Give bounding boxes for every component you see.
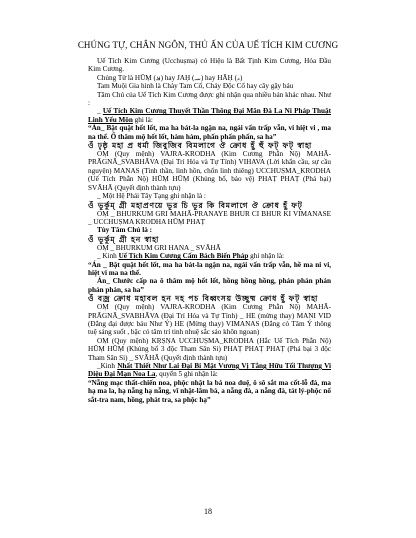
siddham-script-4: ওঁ বজ্র ক্রোধ মহাবল হন দহ পচ বিধ্বংসয় উচ্ছুষ্ম ক্রোধ হূঁ ফট্ স্বাহা bbox=[88, 294, 319, 304]
mantra-chinese-4: “Nẵng mạc thất-chiến noa, phộc nhật la bá noa duệ, ô sô sắt ma cốt-lỗ đà, ma hạ ma la, hạ nẵng hạ nẵng, vĩ nhật-lãm bà, a nẵng đà, a nẵng đà, tát lý-phộc nổ sắt-tra nam, hồng, phát tra, sa phộc hạ” bbox=[88, 378, 331, 404]
page-title: CHÚNG TỰ, CHÂN NGÔN, THỦ ẤN CỦA UẾ TÍCH KIM CƯƠNG bbox=[77, 40, 339, 50]
paragraph-source-1 bbox=[88, 107, 331, 124]
mantra-transliteration-5: OṂ (Quy mệnh) KṚṢṆA UCCHUṢMA_KRODHA (Hắc Uế Tích Phẫn Nộ) HŪṂ HŪṂ (Khủng bố 3 độc Tham Sân Si) PHAṬ PHAṬ PHAṬ (Phá bại 3 độc Tham Sân Si) _ SVĀHĀ (Quyết định thành tựu) bbox=[88, 336, 331, 362]
source-lead: _ bbox=[97, 107, 103, 116]
source-lead: _ Kinh bbox=[97, 252, 119, 261]
source-title-3: Nhất Thiết Như Lai Đại Bí Mật Vương Vị Tằng Hữu Tối Thượng Vi Diệu Đại Mạn Noa La bbox=[88, 362, 331, 379]
paragraph-tibetan: _ Một Hệ Phái Tây Tạng ghi nhận là : bbox=[97, 192, 206, 201]
source-tail: ghi là: bbox=[132, 115, 153, 124]
mantra-transliteration-1: OṂ (Quy mệnh) VAJRA-KRODHA (Kim Cương Phẫn Nộ) MAHĀ-PRĀGNĀ_SVABHĀVA (Đại Trí Hóa và Tự Tính) VIHAVA (Lời khẩn cầu, sự cầu nguyện) MANAS (Tinh thần, linh hồn, chốn linh thiêng) UCCHUṢMA_KRODHA (Uế Tích Phẫn Nộ) HŪṂ HŪṂ (Khủng bố, bảo vệ) PHAṬ PHAṬ (Phá bại) SVĀHĀ (Quyết định thành tựu) bbox=[88, 150, 331, 192]
source-title-1: Uế Tích Kim Cương Thuyết Thần Thông Đại Mãn Đà La Ni Pháp Thuật Linh Yếu Môn bbox=[88, 107, 331, 124]
page-number: 18 bbox=[204, 507, 212, 516]
mantra-transliteration-2: OṂ _ BHURKUM GRI MAHĀ-PRANAYE BHUR CI BHUR KI VIMANASE _ UCCHUṢMA KRODHA HŪṂ PHAṬ bbox=[88, 209, 331, 226]
source-tail: ghi nhận là: bbox=[248, 252, 285, 261]
siddham-script-3: ওঁ ভূর্কুম্ গ্রী হন স্বাহা bbox=[88, 234, 160, 244]
paragraph-heart-mantra: Tâm Chú của Uế Tích Kim Cương được ghi nhận qua nhiều bản khác nhau. Như : bbox=[88, 90, 331, 108]
document-body bbox=[88, 57, 331, 404]
source-title-2: Uế Tích Kim Cương Cấm Bách Biến Pháp bbox=[118, 252, 249, 261]
paragraph-seed-syllable: Chủng Tử là HŪṂ (ࡃ) hay JAḤ (ࡄ) hay HĀḤ (ࡅ) bbox=[97, 73, 243, 82]
paragraph-intro: Uế Tích Kim Cương (Ucchuṣma) có Hiệu là Bất Tịnh Kim Cương, Hỏa Đầu Kim Cương. bbox=[88, 57, 331, 74]
source-lead: _Kinh bbox=[97, 362, 118, 370]
siddham-script-1: ওঁ ঢ়ৃষ্ঠৃ মহা প্র ধর্মা জিবুজিব বিমলাগে ঔ ক্রোধ হূঁ হুঁ ফট্ ফট্ স্বাহা bbox=[88, 141, 313, 151]
source-tail: , quyển 5 ghi nhận là: bbox=[155, 370, 218, 379]
heading-heart-mantra: Tùy Tâm Chú là : bbox=[97, 226, 152, 235]
mantra-transliteration-3: OṂ _ BHURKUM GRI HANA _ SVĀHĀ bbox=[97, 243, 221, 252]
paragraph-source-2 bbox=[88, 252, 331, 260]
siddham-script-2: ওঁ ভূর্কুম্ গ্রী মহাপ্রণয়ে ভূর চি ভূর কি বিমলাগে ঔ ক্রোধ হূঁ ফট্ bbox=[88, 200, 303, 210]
mantra-chinese-1: “Án_ Bật quật hốt lốt, ma ha bát-la ngận na, ngải vấn trấp vẫn, vi hiệt vi , ma na thế. Ổ thâm mộ hốt lốt, hàm hàm, phấn phấn phấn, sa ha” bbox=[88, 124, 331, 141]
mantra-chinese-3: Án_ Chước cấp na ô thâm mộ hốt lốt, hồng hồng hồng, phán phán phán phán phán, sa ha” bbox=[88, 277, 331, 294]
mantra-transliteration-4: OṂ (Quy mệnh) VAJRA-KRODHA (Kim Cương Phẫn Nộ) MAHĀ-PRĀGNĀ_SVABHĀVA (Đại Trí Hóa và Tự Tính) _ HE (mừng thay) MANI VID (Đẳng đại được báu Như Ý) HE (Mừng thay) VIMANAS (Đẳng có Tâm Ý thông tuệ sáng suốt , bậc có tâm trí tinh nhuệ sắc sảo khôn ngoan) bbox=[88, 303, 331, 337]
mantra-chinese-2: “Án _ Bật quật hốt lốt, ma ha bát-la ngận na, ngải vấn trấp vẫn, hề ma ni vi, hiệt vi ma na thế. bbox=[88, 260, 331, 277]
paragraph-samaya-form: Tam Muội Gia hình là Chày Tam Cổ, Cháy Độc Cổ hay cây gậy báu bbox=[97, 82, 294, 91]
paragraph-source-3 bbox=[88, 362, 331, 379]
